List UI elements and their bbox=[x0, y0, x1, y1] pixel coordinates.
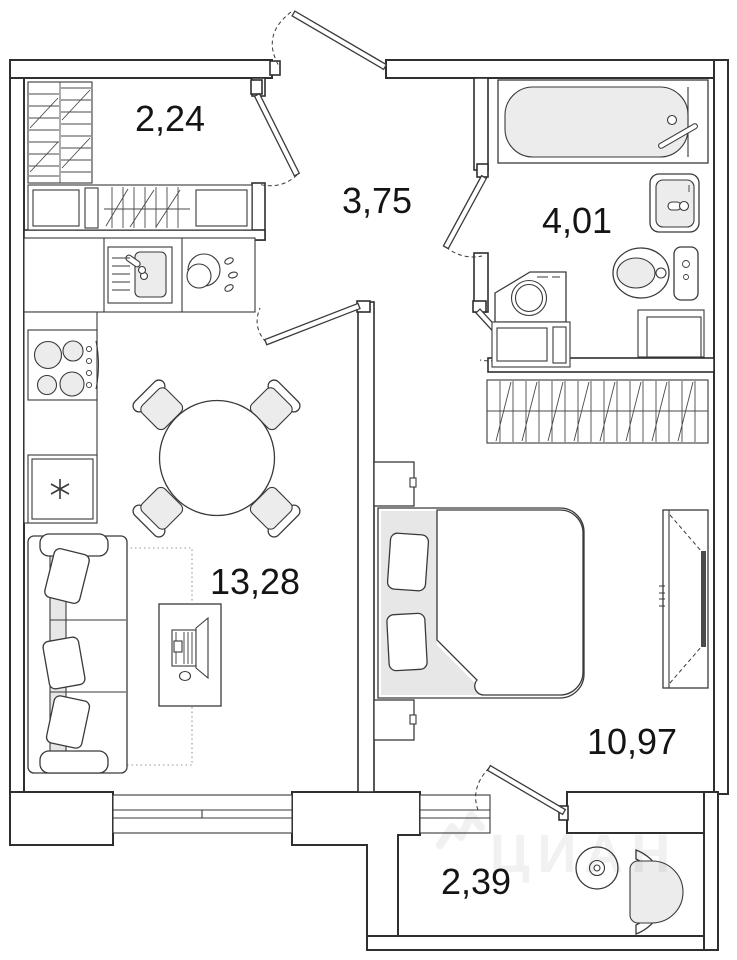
bedroom-top-wardrobe-hatch bbox=[487, 380, 708, 443]
dining-table bbox=[160, 401, 275, 516]
bathtub bbox=[498, 80, 708, 163]
bathroom-sink bbox=[650, 174, 699, 232]
living-room-window bbox=[113, 795, 292, 833]
nightstand bbox=[374, 462, 416, 506]
living-room-door bbox=[257, 301, 370, 345]
bathroom-door bbox=[443, 164, 488, 257]
kitchen-sink bbox=[108, 247, 172, 303]
closet-door bbox=[251, 80, 299, 186]
nightstand bbox=[374, 700, 416, 740]
bed-pillow bbox=[387, 533, 429, 592]
dining-set bbox=[131, 378, 303, 540]
bed-pillow bbox=[387, 613, 428, 671]
stove bbox=[28, 330, 99, 400]
area-label-hallway: 3,75 bbox=[341, 180, 413, 221]
closet-wardrobe-hatch bbox=[28, 82, 92, 183]
fridge bbox=[28, 455, 97, 523]
washing-machine bbox=[492, 272, 570, 367]
hallway-storage-cabinet bbox=[28, 185, 252, 230]
sofa bbox=[28, 534, 127, 773]
desk bbox=[159, 604, 221, 706]
area-label-living: 13,28 bbox=[209, 561, 301, 602]
sofa-pillow bbox=[42, 636, 86, 690]
area-label-closet: 2,24 bbox=[134, 98, 206, 139]
mouse-icon bbox=[180, 672, 191, 681]
watermark-text: ЦИАН bbox=[490, 824, 679, 884]
toilet bbox=[613, 247, 698, 300]
area-label-bathroom: 4,01 bbox=[541, 200, 613, 241]
area-label-bedroom: 10,97 bbox=[586, 721, 678, 762]
bedroom-wardrobe bbox=[659, 510, 708, 688]
bed bbox=[378, 508, 584, 698]
entrance-door bbox=[270, 11, 386, 75]
area-label-balcony: 2,39 bbox=[440, 861, 512, 902]
bathroom-cabinet bbox=[638, 310, 704, 357]
